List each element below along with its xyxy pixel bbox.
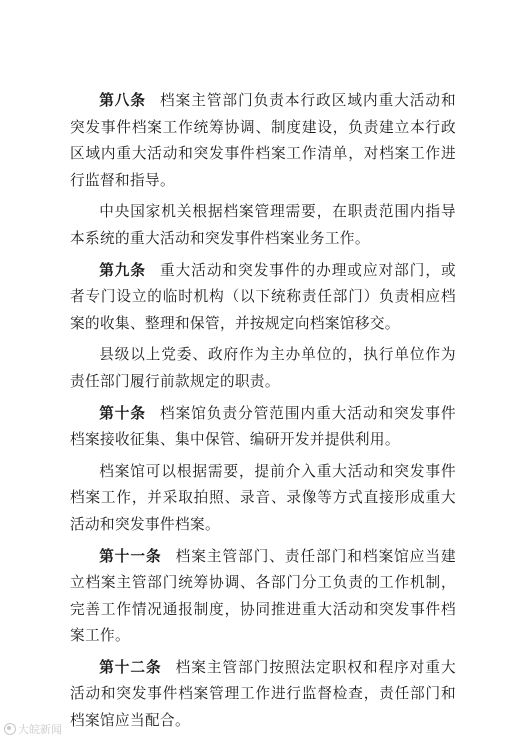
paragraph xyxy=(70,199,456,252)
article-number: 第十一条 xyxy=(99,547,162,565)
paragraph-text: 档案主管部门负责本行政区域内重大活动和突发事件档案工作统筹协调、制度建设，负责建立本行政区域内重大活动和突发事件档案工作清单，对档案工作进行监督和指导。 xyxy=(70,92,457,189)
article-number: 第八条 xyxy=(99,92,147,109)
paragraph-text: 档案馆可以根据需要，提前介入重大活动和突发事件档案工作，并采取拍照、录音、录像等方式直接形成重大活动和突发事件档案。 xyxy=(70,462,456,533)
paragraph-text: 中央国家机关根据档案管理需要，在职责范围内指导本系统的重大活动和突发事件档案业务工作。 xyxy=(70,203,456,247)
paragraph-text: 重大活动和突发事件的办理或应对部门，或者专门设立的临时机构（以下统称责任部门）负责相应档案的收集、整理和保管，并按规定向档案馆移交。 xyxy=(70,261,457,332)
logo-icon xyxy=(4,723,16,735)
paragraph-text: 档案馆负责分管范围内重大活动和突发事件档案接收征集、集中保管、编研开发并提供利用。 xyxy=(70,404,457,449)
paragraph xyxy=(70,88,456,194)
paragraph xyxy=(70,459,456,539)
paragraph xyxy=(70,342,456,395)
paragraph-text: 档案主管部门按照法定职权和程序对重大活动和突发事件档案管理工作进行监督检查，责任部门和档案馆应当配合。 xyxy=(70,658,457,730)
article-number: 第十二条 xyxy=(99,658,162,676)
paragraph xyxy=(70,544,456,650)
paragraph-text: 档案主管部门、责任部门和档案馆应当建立档案主管部门统筹协调、各部门分工负责的工作机制，完善工作情况通报制度，协同推进重大活动和突发事件档案工作。 xyxy=(70,547,457,645)
paragraph xyxy=(70,401,456,454)
article-number: 第十条 xyxy=(99,404,147,422)
article-number: 第九条 xyxy=(99,261,147,279)
watermark xyxy=(4,721,62,737)
paragraph-text: 县级以上党委、政府作为主办单位的，执行单位作为责任部门履行前款规定的职责。 xyxy=(70,346,456,390)
document-body xyxy=(70,88,456,740)
paragraph xyxy=(70,655,456,735)
watermark-text: 大皖新闻 xyxy=(18,723,62,736)
paragraph xyxy=(70,258,456,338)
